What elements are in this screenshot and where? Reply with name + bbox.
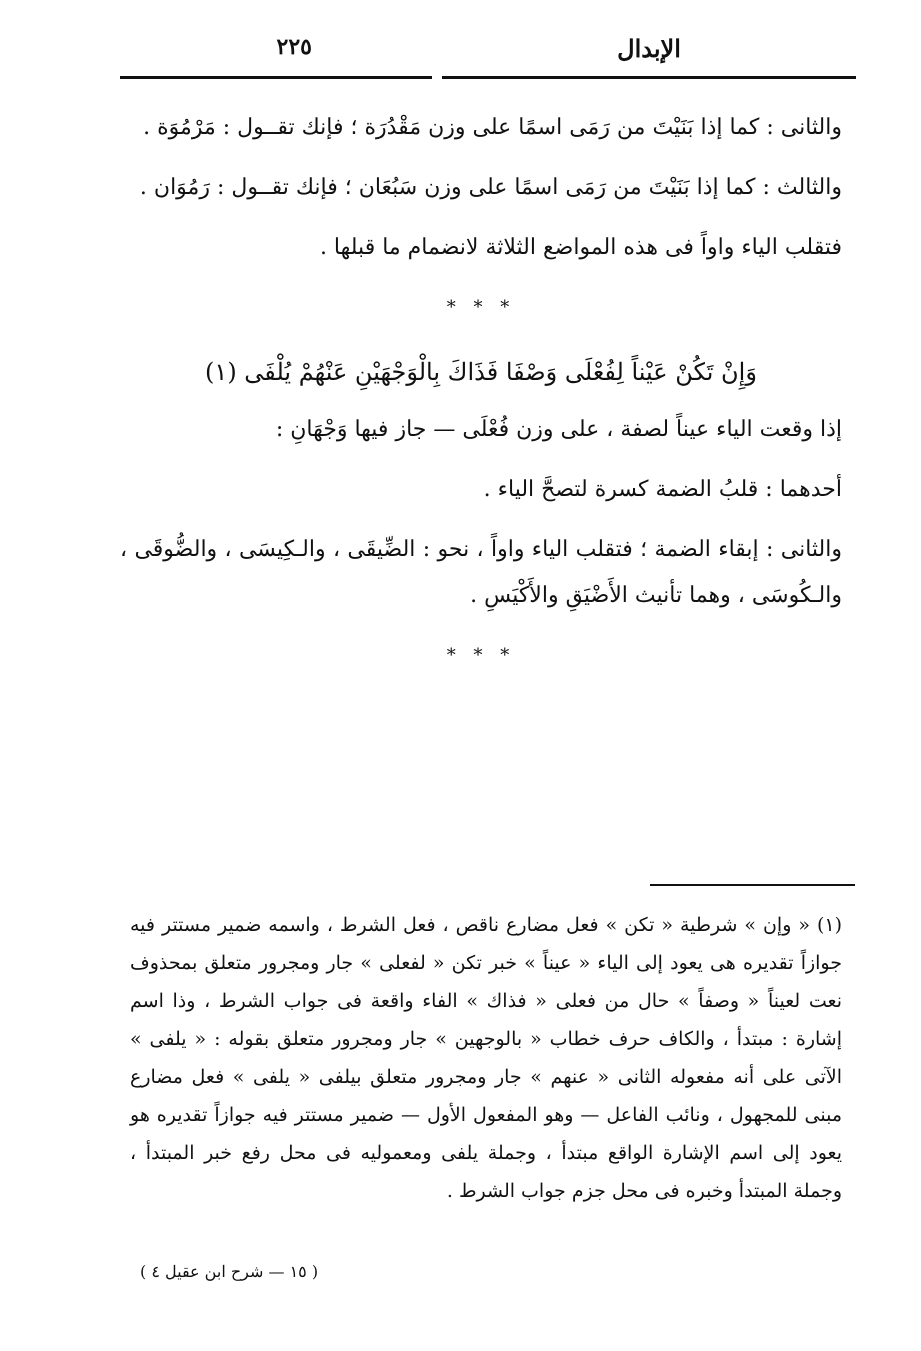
footnote: (١) « وإن » شرطية « تكن » فعل مضارع ناقص ، فعل الشرط ، واسمه ضمير مستتر فيه جوازاً تقديره هى يعود إلى الياء « عيناً » خبر تكن « لفعلى » جار ومجرور متعلق بمحذوف نعت لعيناً « وصفاً » حال من فعلى « فذاك » الفاء واقعة فى جواب الشرط ، وذا اسم إشارة : مبتدأ ، والكاف حرف خطاب « بالوجهين » جار ومجرور متعلق بقوله : « يلفى » الآتى على أنه مفعوله الثانى « عنهم » جار ومجرور متعلق بيلفى « يلفى » فعل مضارع مبنى للمجهول ، ونائب الفاعل — وهو المفعول الأول — ضمير مستتر فيه جوازاً تقديره هو يعود إلى اسم الإشارة الواقع مبتدأ ، وجملة يلفى ومعموليه فى محل رفع خبر المبتدأ ، وجملة المبتدأ وخبره فى محل جزم جواب الشرط . — [130, 914, 842, 1202]
paragraph: إذا وقعت الياء عيناً لصفة ، على وزن فُعْلَى — جاز فيها وَجْهَانِ : — [275, 417, 842, 442]
verse-line: وَإِنْ تَكُنْ عَيْناً لِفُعْلَى وَصْفَا فَذَاكَ بِالْوَجْهَيْنِ عَنْهُمْ يُلْفَى (١) — [205, 358, 757, 386]
section-separator: * * * — [446, 645, 516, 666]
page-header — [120, 28, 856, 80]
section-separator: * * * — [446, 297, 516, 318]
page-number: ٢٢٥ — [276, 34, 312, 60]
chapter-title: الإبدال — [617, 34, 681, 63]
signature-mark: ( ١٥ — شرح ابن عقيل ٤ ) — [140, 1262, 319, 1281]
paragraph: والثانى : كما إذا بَنَيْتَ من رَمَى اسمًا على وزن مَقْدُرَة ؛ فإنك تقــول : مَرْمُوَة . — [143, 115, 842, 140]
header-rule-left — [120, 76, 432, 79]
footnote-rule — [650, 884, 855, 886]
main-text — [120, 105, 842, 697]
header-rule-right — [442, 76, 856, 79]
paragraph: أحدهما : قلبُ الضمة كسرة لتصحَّ الياء . — [483, 477, 842, 502]
paragraph: والثانى : إبقاء الضمة ؛ فتقلب الياء واواً ، نحو : الضِّيقَى ، والـكِيسَى ، والضُّوقَى ، والـكُوسَى ، وهما تأنيث الأَضْيَقِ والأَكْيَسِ . — [120, 537, 842, 608]
paragraph: فتقلب الياء واواً فى هذه المواضع الثلاثة لانضمام ما قبلها . — [319, 235, 842, 260]
paragraph: والثالث : كما إذا بَنَيْتَ من رَمَى اسمًا على وزن سَبُعَان ؛ فإنك تقــول : رَمُوَان . — [139, 175, 842, 200]
